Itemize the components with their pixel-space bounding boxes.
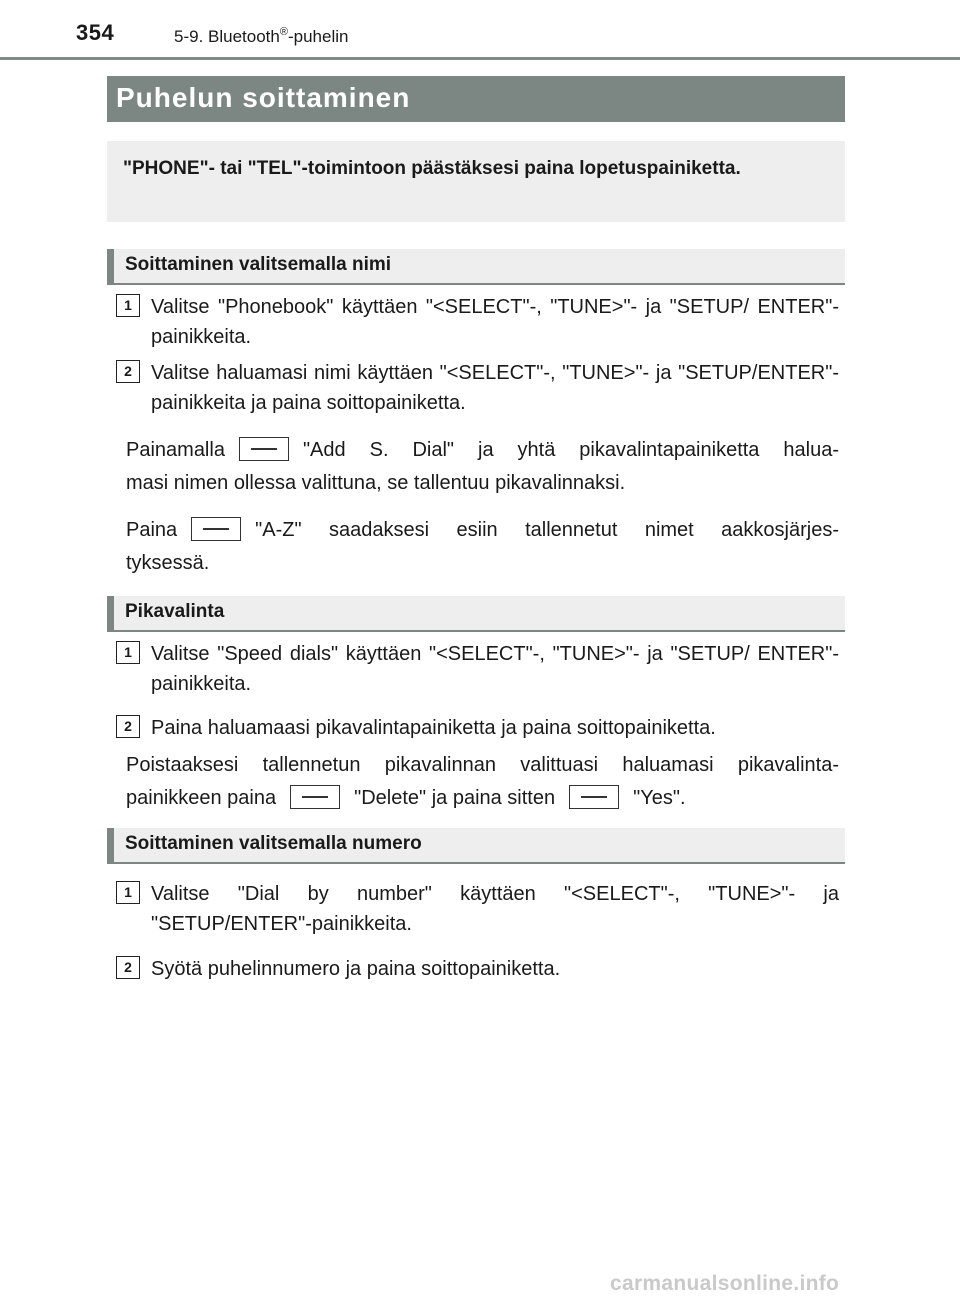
- button-key-icon: [191, 517, 241, 541]
- section-heading-speed-dial: Pikavalinta: [107, 596, 845, 632]
- note-paragraph: Paina "A-Z" saadaksesi esiin tallennetut nimet aakkosjärjes- tyksessä.: [126, 514, 839, 580]
- watermark: carmanualsonline.info: [610, 1272, 840, 1295]
- step-number-badge: 2: [116, 715, 140, 738]
- intro-text: "PHONE"- tai "TEL"-toimintoon päästäksesi paina lopetuspainiketta.: [123, 158, 741, 179]
- step-text: Valitse "Dial by number" käyttäen "<SELECT"-, "TUNE>"- ja "SETUP/ENTER"-painikkeita.: [151, 883, 839, 935]
- step-text: Valitse "Speed dials" käyttäen "<SELECT"-, "TUNE>"- ja "SETUP/ ENTER"-painikkeita.: [151, 643, 839, 695]
- chapter-title: 5-9. Bluetooth®-puhelin: [174, 26, 349, 46]
- step-number-badge: 2: [116, 956, 140, 979]
- page-title: Puhelun soittaminen: [116, 82, 411, 113]
- button-key-icon: [290, 785, 340, 809]
- section-heading-name-dial: Soittaminen valitsemalla nimi: [107, 249, 845, 285]
- page-title-bar: [107, 76, 845, 122]
- step-text: Syötä puhelinnumero ja paina soittopainiketta.: [151, 958, 561, 980]
- step-number-badge: 2: [116, 360, 140, 383]
- step-text: Paina haluamaasi pikavalintapainiketta ja paina soittopainiketta.: [151, 717, 716, 739]
- step-number-badge: 1: [116, 641, 140, 664]
- step-text: Valitse haluamasi nimi käyttäen "<SELECT"-, "TUNE>"- ja "SETUP/ENTER"-painikkeita ja paina soittopainiketta.: [151, 362, 839, 414]
- page-number: 354: [76, 20, 115, 45]
- header-divider: [0, 57, 960, 60]
- section-heading-number-dial: Soittaminen valitsemalla numero: [107, 828, 845, 864]
- step-number-badge: 1: [116, 881, 140, 904]
- step-text: Valitse "Phonebook" käyttäen "<SELECT"-, "TUNE>"- ja "SETUP/ ENTER"-painikkeita.: [151, 296, 839, 348]
- button-key-icon: [239, 437, 289, 461]
- note-paragraph: Painamalla "Add S. Dial" ja yhtä pikavalintapainiketta halua- masi nimen ollessa valittuna, se tallentuu pikavalinnaksi.: [126, 434, 839, 500]
- button-key-icon: [569, 785, 619, 809]
- step-number-badge: 1: [116, 294, 140, 317]
- intro-box: [107, 141, 845, 222]
- note-paragraph: Poistaaksesi tallennetun pikavalinnan valittuasi haluamasi pikavalinta- painikkeen paina "Delete" ja paina sitten "Yes".: [126, 754, 839, 809]
